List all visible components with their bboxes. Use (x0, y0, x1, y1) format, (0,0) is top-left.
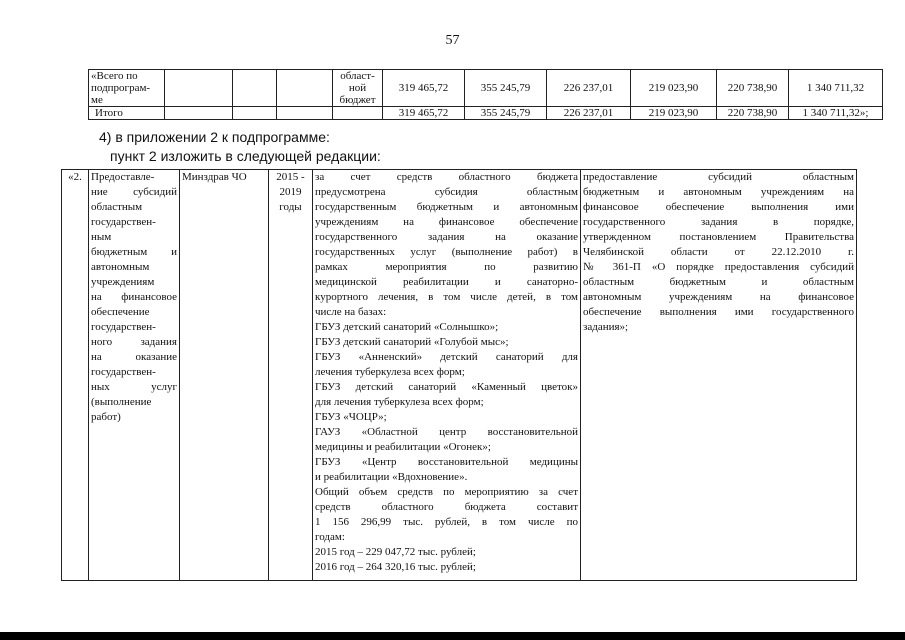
summary-value: 1 340 711,32 (789, 70, 883, 107)
funding-line: государственного задания на оказание (315, 231, 578, 243)
period (269, 170, 313, 581)
basis-line: Челябинской области от 22.12.2010 г. (583, 246, 854, 258)
measure-line: обеспечение (91, 306, 150, 318)
funding-line: курортного лечения, в том числе детей, в том (315, 291, 578, 303)
measure-line: государствен- (91, 366, 156, 378)
measure-line: ных услуг (91, 381, 177, 393)
measure-line: ного задания (91, 336, 177, 348)
measure-line: Предоставле- (91, 171, 155, 183)
summary-empty-c (277, 70, 333, 107)
funding-line: ГБУЗ «Анненский» детский санаторий для (315, 351, 578, 363)
summary-empty-a (165, 107, 233, 120)
summary-source-line: ной (348, 82, 367, 94)
summary-empty-b (233, 107, 277, 120)
basis-line: задания»; (583, 321, 629, 333)
instruction-appendix: 4) в приложении 2 к подпрограмме: (99, 129, 330, 145)
summary-label (89, 107, 165, 120)
measure-line: ным (91, 231, 112, 243)
funding-line: 2015 год – 229 047,72 тыс. рублей; (315, 546, 476, 558)
funding-line: 2016 год – 264 320,16 тыс. рублей; (315, 561, 476, 573)
measure-line: областным (91, 201, 143, 213)
funding-line: средств областного бюджета составит (315, 501, 578, 513)
summary-value: 319 465,72 (383, 70, 465, 107)
basis-line: бюджетным и автономным учреждениям на (583, 186, 854, 198)
summary-row (89, 70, 883, 107)
summary-source (333, 70, 383, 107)
funding-line: государственным бюджетным и автономным (315, 201, 578, 213)
basis-line: автономным учреждениям на финансовое (583, 291, 854, 303)
measure-line: работ) (91, 411, 121, 423)
instruction-new-edition: пункт 2 изложить в следующей редакции: (110, 148, 381, 164)
summary-value: 355 245,79 (465, 107, 547, 120)
basis-line: предоставление субсидий областным (583, 171, 854, 183)
funding-line: лечения туберкулеза всех форм; (315, 366, 465, 378)
summary-label (89, 70, 165, 107)
funding-line: учреждениям на финансовое обеспечение (315, 216, 578, 228)
summary-empty-b (233, 70, 277, 107)
detail-table (61, 169, 857, 581)
executor: Минздрав ЧО (180, 170, 269, 581)
measure-line: автономным (91, 261, 150, 273)
period-line: годы (279, 201, 302, 213)
period-line: 2019 (279, 186, 302, 198)
measure-line: на финансовое (91, 291, 177, 303)
summary-value: 220 738,90 (717, 107, 789, 120)
summary-value: 226 237,01 (547, 107, 631, 120)
period-line: 2015 - (276, 171, 305, 183)
summary-value: 1 340 711,32»; (789, 107, 883, 120)
funding-line: предусмотрена субсидия областным (315, 186, 578, 198)
measure-name (89, 170, 180, 581)
funding-line: 1 156 296,99 тыс. рублей, в том числе по (315, 516, 578, 528)
funding-line: и реабилитации «Вдохновение». (315, 471, 468, 483)
funding-line: числе на базах: (315, 306, 387, 318)
summary-value: 219 023,90 (631, 70, 717, 107)
funding-line: ГБУЗ «ЧОЦР»; (315, 411, 387, 423)
funding-line: ГБУЗ детский санаторий «Голубой мыс»; (315, 336, 509, 348)
summary-source-line: бюджет (339, 94, 376, 106)
measure-line: бюджетным и (91, 246, 177, 258)
funding-line: медицины и реабилитации «Огонек»; (315, 441, 491, 453)
summary-value: 319 465,72 (383, 107, 465, 120)
measure-line: (выполнение (91, 396, 152, 408)
summary-table (88, 69, 883, 120)
page-number: 57 (445, 33, 460, 48)
funding-line: ГАУЗ «Областной центр восстановительной (315, 426, 578, 438)
scan-edge-bar (0, 632, 905, 640)
summary-value: 226 237,01 (547, 70, 631, 107)
funding-line: для лечения туберкулеза всех форм; (315, 396, 484, 408)
basis-line: государственного задания в порядке, (583, 216, 854, 228)
summary-empty-a (165, 70, 233, 107)
funding-line: ГБУЗ детский санаторий «Каменный цветок» (315, 381, 578, 393)
funding-line: медицинской реабилитации и санаторно- (315, 276, 578, 288)
summary-value: 355 245,79 (465, 70, 547, 107)
summary-source-line: област- (340, 70, 375, 82)
basis-line: утвержденном постановлением Правительства (583, 231, 854, 243)
summary-value: 220 738,90 (717, 70, 789, 107)
item-number: «2. (62, 170, 89, 581)
summary-source (333, 107, 383, 120)
summary-empty-c (277, 107, 333, 120)
funding-description (313, 170, 581, 581)
measure-line: ние субсидий (91, 186, 177, 198)
summary-value: 219 023,90 (631, 107, 717, 120)
detail-row (62, 170, 857, 581)
funding-line: годам: (315, 531, 345, 543)
basis-line: № 361-П «О порядке предоставления субсидий (583, 261, 854, 273)
measure-line: учреждениям (91, 276, 155, 288)
legal-basis (581, 170, 857, 581)
basis-line: финансовое обеспечение выполнения ими (583, 201, 854, 213)
summary-label-line: подпрограм- (91, 82, 151, 94)
summary-label-line: Итого (95, 107, 123, 119)
funding-line: за счет средств областного бюджета (315, 171, 578, 183)
summary-label-line: ме (91, 94, 103, 106)
funding-line: ГБУЗ «Центр восстановительной медицины (315, 456, 578, 468)
funding-line: Общий объем средств по мероприятию за счет (315, 486, 578, 498)
funding-line: ГБУЗ детский санаторий «Солнышко»; (315, 321, 499, 333)
summary-label-line: «Всего по (91, 70, 138, 82)
funding-line: государственных услуг (выполнение работ) в (315, 246, 578, 258)
measure-line: государствен- (91, 216, 156, 228)
basis-line: областным бюджетным и областным (583, 276, 854, 288)
summary-row (89, 107, 883, 120)
basis-line: обеспечение выполнения ими государственного (583, 306, 854, 318)
measure-line: на оказание (91, 351, 177, 363)
measure-line: государствен- (91, 321, 156, 333)
funding-line: рамках мероприятия по развитию (315, 261, 578, 273)
